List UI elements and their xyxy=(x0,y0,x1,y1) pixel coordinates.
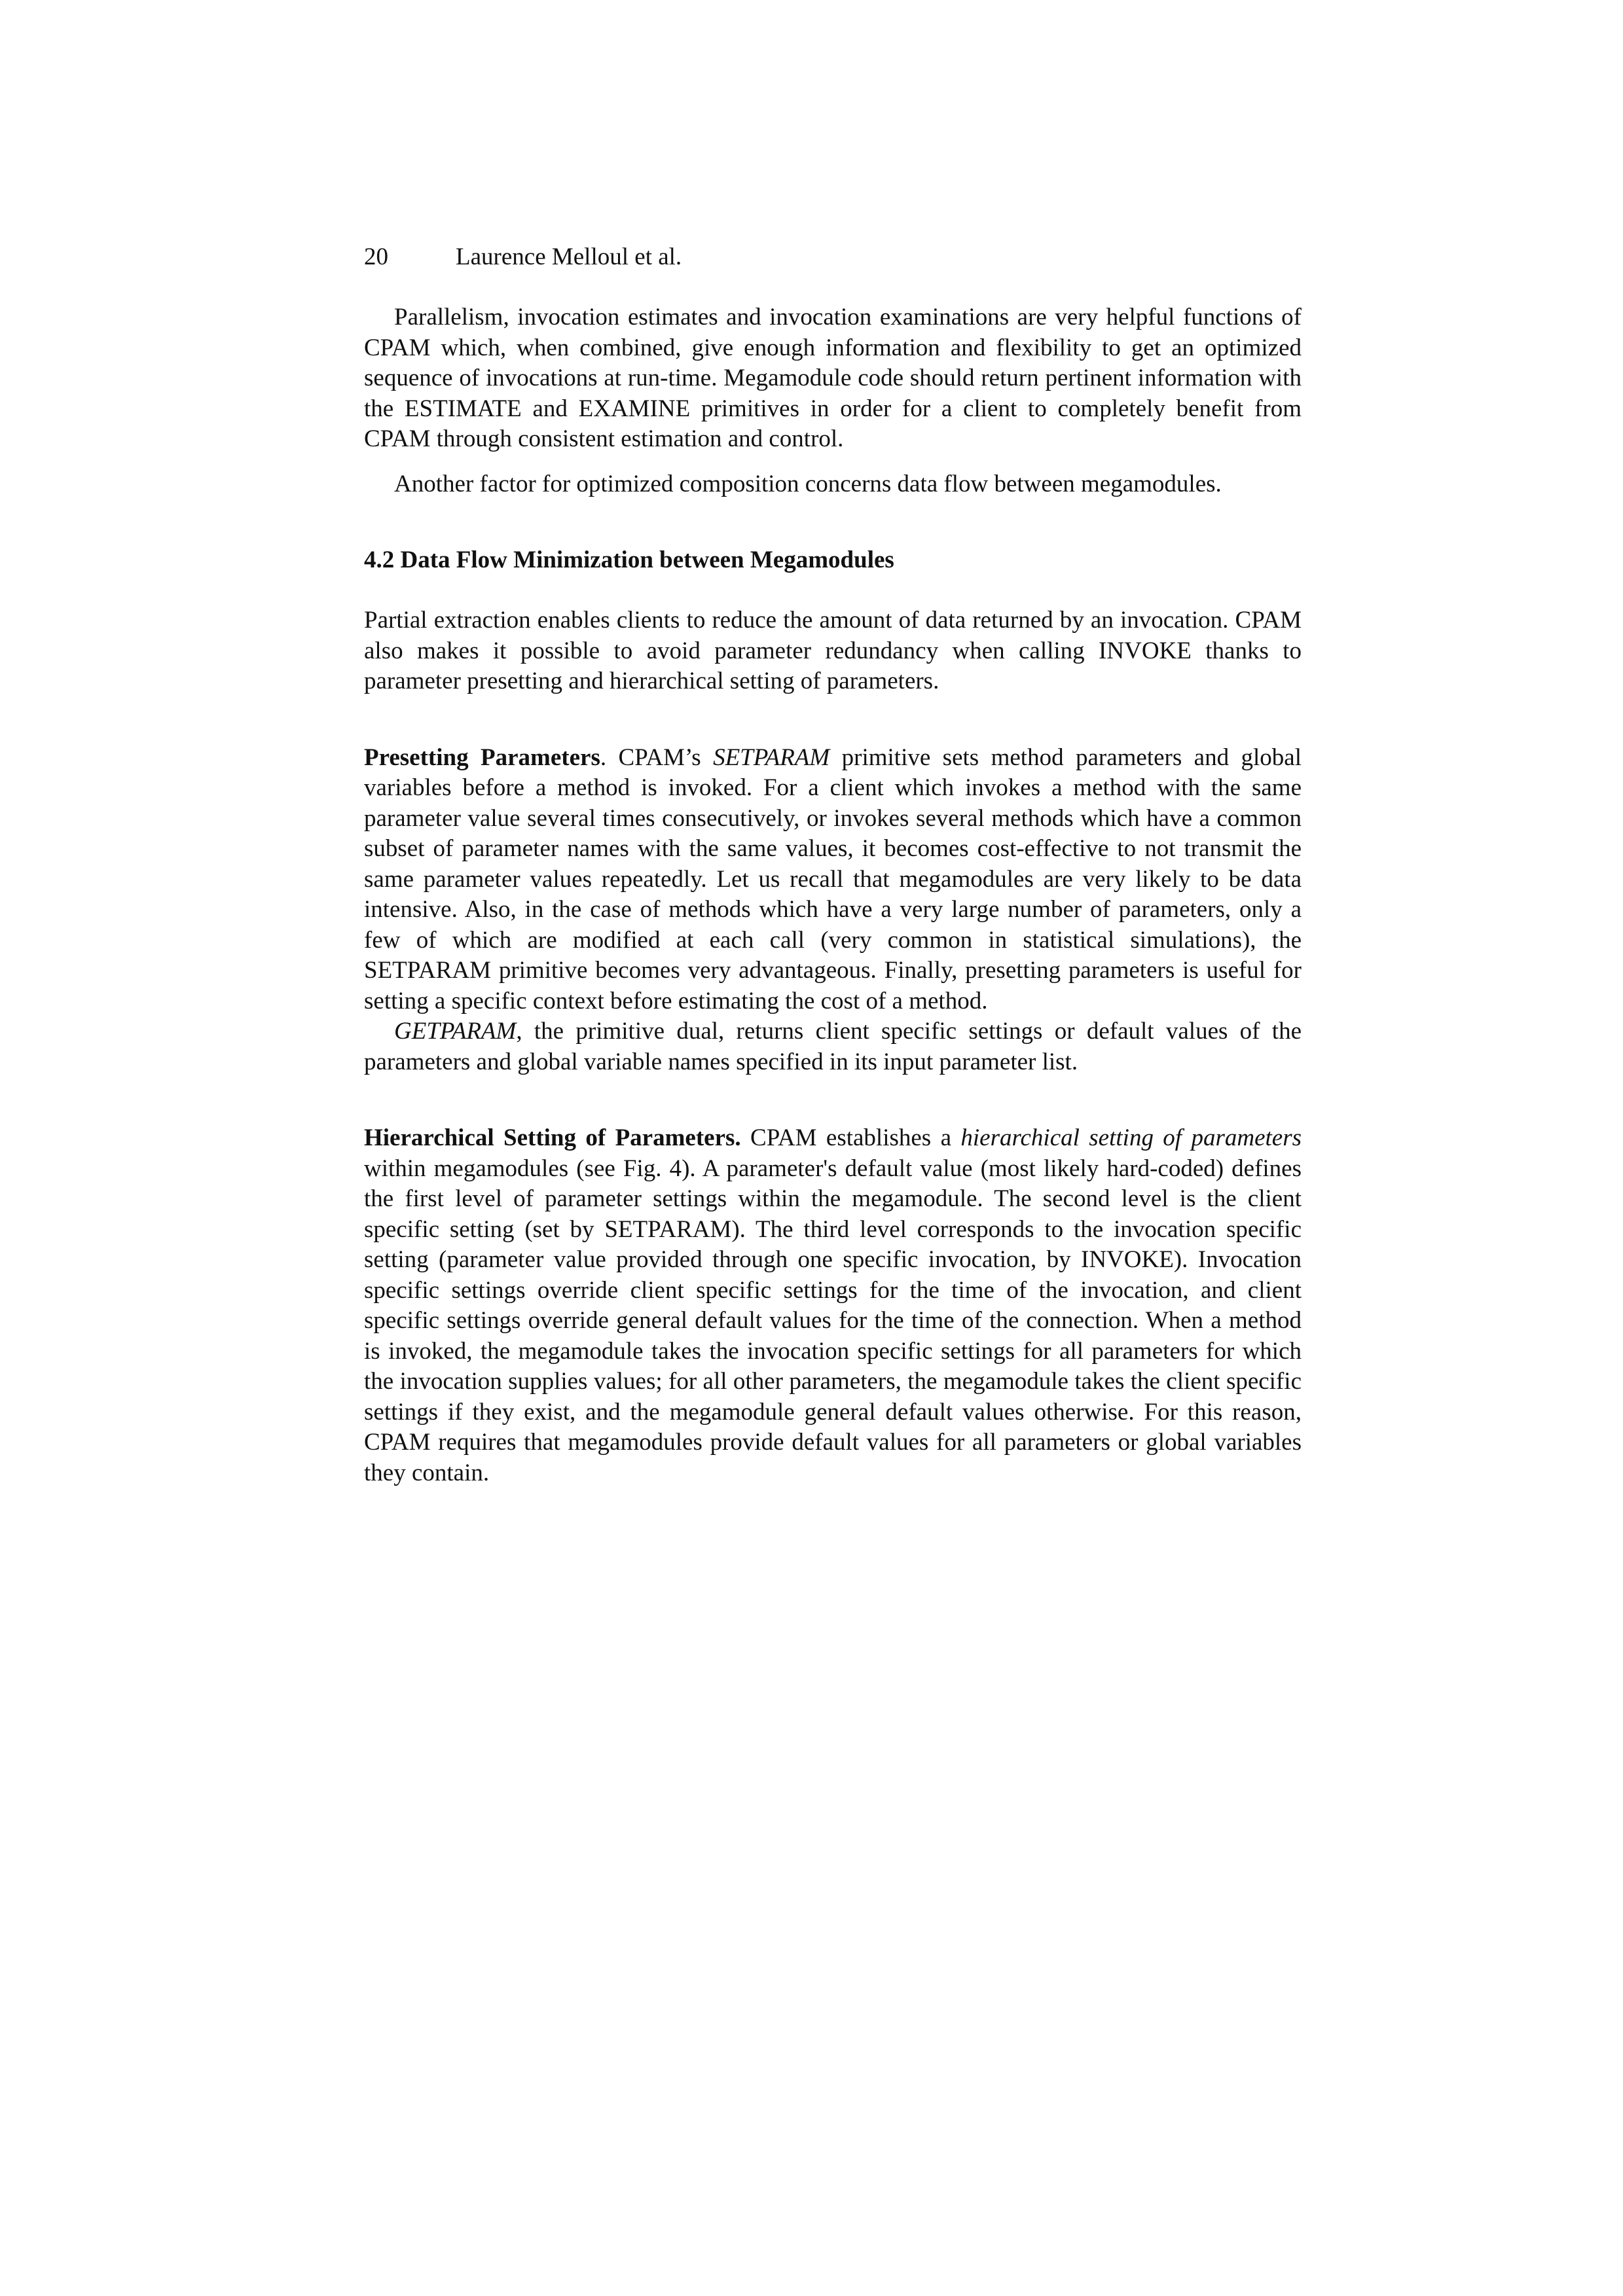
page-body xyxy=(364,242,1302,1488)
intro-paragraph-1: Parallelism, invocation estimates and invocation examinations are very helpful functions of CPAM which, when combined, give enough information and flexibility to get an optimized sequence of invocations at run-time. Megamodule code should return pertinent information with the ESTIMATE and EXAMINE primitives in order for a client to completely benefit from CPAM through consistent estimation and control. xyxy=(364,304,1302,452)
getparam-paragraph xyxy=(364,1016,1302,1077)
hierarchical-body: within megamodules (see Fig. 4). A parameter's default value (most likely hard-coded) defines the first level of parameter settings within the megamodule. The second level is the client specific setting (set by SETPARAM). The third level corresponds to the invocation specific setting (parameter value provided through one specific invocation, by INVOKE). Invocation specific settings override client specific settings for the time of the invocation, and client specific settings override general default values for the time of the connection. When a method is invoked, the megamodule takes the invocation specific settings for all parameters for which the invocation supplies values; for all other parameters, the megamodule takes the client specific settings if they exist, and the megamodule general default values otherwise. For this reason, CPAM requires that megamodules provide default values for all parameters or global variables they contain. xyxy=(364,1155,1302,1486)
getparam-term: GETPARAM xyxy=(394,1018,517,1045)
intro-paragraph-2: Another factor for optimized composition concerns data flow between megamodules. xyxy=(394,470,1222,497)
hierarchical-lead: CPAM establishes a xyxy=(740,1124,961,1151)
running-head xyxy=(364,242,1302,272)
section-heading: 4.2 Data Flow Minimization between Megamodules xyxy=(364,547,894,573)
presetting-heading: Presetting Parameters xyxy=(364,744,600,771)
setparam-term: SETPARAM xyxy=(713,744,830,771)
hierarchical-paragraph xyxy=(364,1123,1302,1488)
hierarchical-term: hierarchical setting of parameters xyxy=(960,1124,1302,1151)
section-paragraph-1: Partial extraction enables clients to reduce the amount of data returned by an invocation. CPAM also makes it possible to avoid parameter redundancy when calling INVOKE thanks to parameter presetting and hierarchical setting of parameters. xyxy=(364,607,1302,694)
presetting-paragraph xyxy=(364,743,1302,1017)
presetting-lead: . CPAM’s xyxy=(600,744,714,771)
running-head-authors: Laurence Melloul et al. xyxy=(456,243,682,270)
presetting-body: primitive sets method parameters and global variables before a method is invoked. For a client which invokes a method with the same parameter value several times consecutively, or invokes several methods which have a common subset of parameter names with the same values, it becomes cost-effective to not transmit the same parameter values repeatedly. Let us recall that megamodules are very likely to be data intensive. Also, in the case of methods which have a very large number of parameters, only a few of which are modified at each call (very common in statistical simulations), the SETPARAM primitive becomes very advantageous. Finally, presetting parameters is useful for setting a specific context before estimating the cost of a method. xyxy=(364,744,1302,1014)
page-number: 20 xyxy=(364,243,388,270)
getparam-body: , the primitive dual, returns client specific settings or default values of the parameters and global variable names specified in its input parameter list. xyxy=(364,1018,1302,1075)
hierarchical-heading: Hierarchical Setting of Parameters. xyxy=(364,1124,741,1151)
